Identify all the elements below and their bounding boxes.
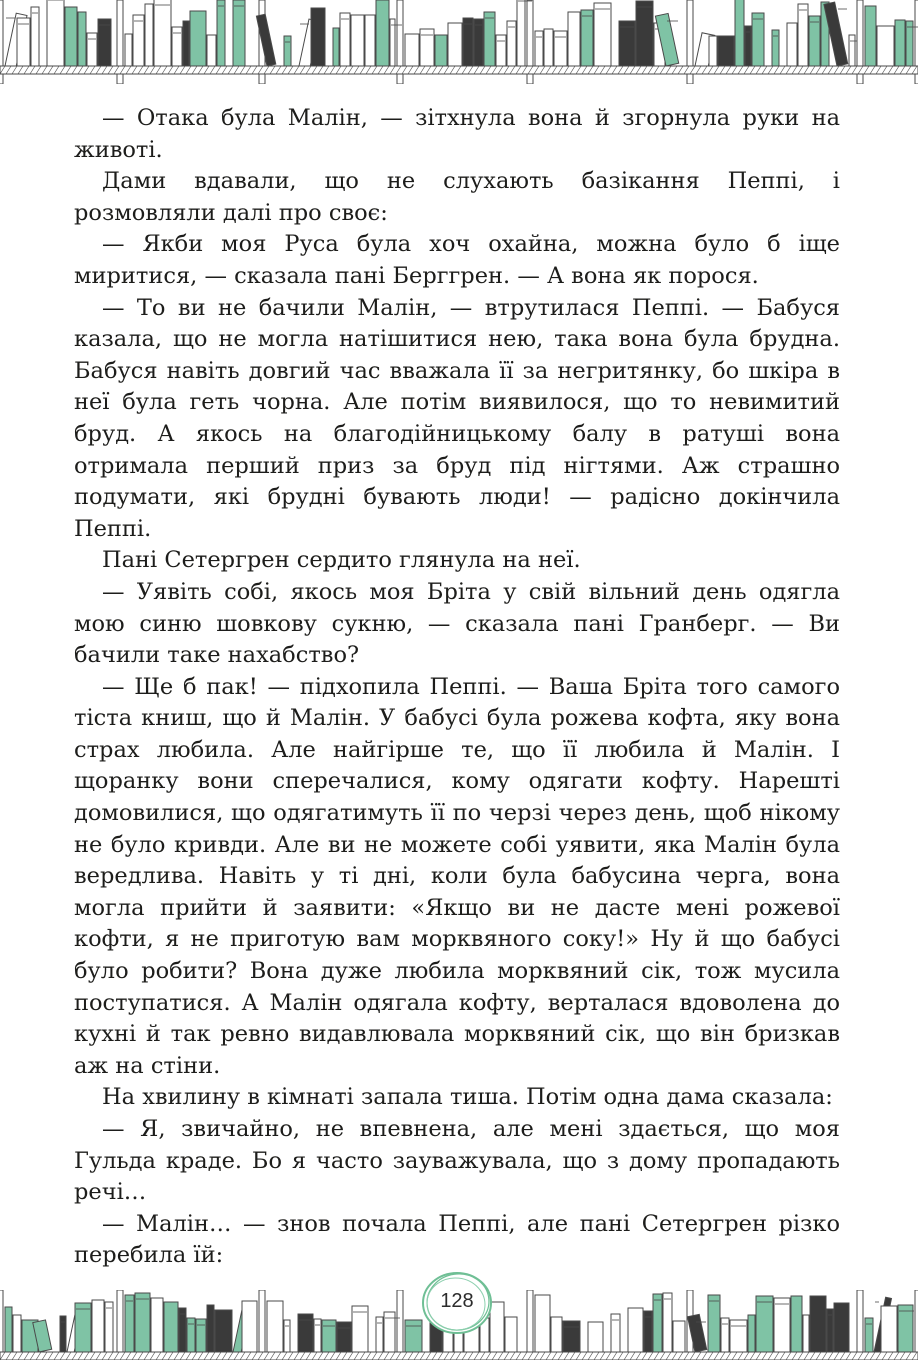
paragraph: — Малін… — знов почала Пеппі, але пані Сетергрен різко перебила їй:: [74, 1210, 840, 1269]
paragraph: — Я, звичайно, не впевнена, але мені здається, що моя Гульда краде. Бо я часто зауважувала, що з дому пропадають речі…: [74, 1116, 840, 1206]
paragraph: На хвилину в кімнаті запала тиша. Потім одна дама сказала:: [102, 1084, 833, 1111]
bookshelf-illustration-icon: [0, 0, 918, 84]
paragraph: Дами вдавали, що не слухають базікання Пеппі, і розмовляли далі про своє:: [74, 168, 840, 226]
page-number-badge: [418, 1268, 496, 1338]
page-number: 128: [440, 1290, 474, 1312]
paragraph: — То ви не бачили Малін, — втрутилася Пеппі. — Бабуся казала, що не могла натішитися нею, така вона була брудна. Бабуся навіть довгий час вважала її за негритянку, бо шкіра в неї була геть чорна. Але потім виявилося, що то невимитий бруд. А якось на благодійницькому балу в ратуші вона отримала перший приз за бруд під нігтями. Аж страшно подумати, які брудні бувають люди! — радісно докінчила Пеппі.: [74, 294, 840, 542]
paragraph: Пані Сетергрен сердито глянула на неї.: [102, 547, 581, 574]
top-bookshelf-border: [0, 0, 918, 84]
paragraph: — Уявіть собі, якось моя Бріта у свій вільний день одягла мою синю шовкову сукню, — сказала пані Гранберг. — Ви бачили таке нахабство?: [74, 578, 840, 669]
paragraph: — Отака була Малін, — зітхнула вона й згорнула руки на животі.: [74, 105, 840, 163]
story-text: [74, 103, 840, 1272]
paragraph: — Якби моя Руса була хоч охайна, можна було б іще миритися, — сказала пані Берггрен. — А вона як порося.: [74, 231, 840, 289]
paragraph: — Ще б пак! — підхопила Пеппі. — Ваша Бріта того самого тіста книш, що й Малін. У бабусі була рожева кофта, яку вона страх любила. Але найгірше те, що її любила й Малін. І щоранку вони сперечалися, кому одягати кофту. Нарешті домовилися, що одягатимуть її по черзі через день, щоб нікому не було кривди. Але ви не можете собі уявити, яка Малін була вередлива. Навіть у ті дні, коли була бабусина черга, вона могла прийти й заявити: «Якщо ви не дасте мені рожевої кофти, я не приготую вам морквяного соку!» Ну й що бабусі було робити? Вона дуже любила морквяний сік, тож мусила поступатися. А Малін одягала кофту, верталася вдоволена до кухні й так ревно видавлювала морквяний сік, що він бризкав аж на стіни.: [74, 673, 840, 1079]
